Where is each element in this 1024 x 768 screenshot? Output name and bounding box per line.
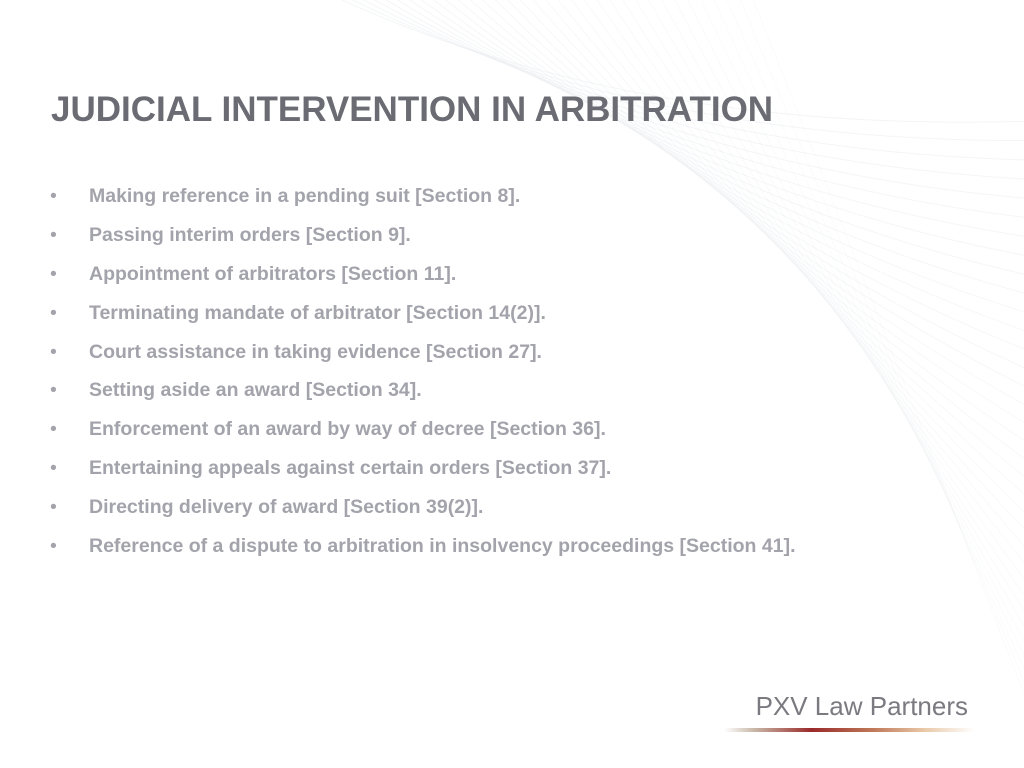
brand-logo <box>724 688 974 736</box>
list-item <box>50 533 880 559</box>
bullet-icon: • <box>50 496 57 519</box>
bullet-text: Passing interim orders [Section 9]. <box>89 223 411 246</box>
list-item <box>50 300 880 326</box>
list-item <box>50 183 880 209</box>
bullet-icon: • <box>50 418 57 441</box>
brand-underline <box>724 728 974 732</box>
list-item <box>50 416 880 442</box>
bullet-icon: • <box>50 457 57 480</box>
bullet-text: Directing delivery of award [Section 39(2)]. <box>89 496 484 519</box>
bullet-list <box>50 183 880 572</box>
list-item <box>50 261 880 287</box>
bullet-icon: • <box>50 379 57 402</box>
list-item <box>50 222 880 248</box>
bullet-text: Terminating mandate of arbitrator [Section 14(2)]. <box>89 301 546 324</box>
bullet-icon: • <box>50 262 57 285</box>
bullet-text: Entertaining appeals against certain orders [Section 37]. <box>89 457 612 480</box>
bullet-text: Enforcement of an award by way of decree [Section 36]. <box>89 418 606 441</box>
bullet-text: Reference of a dispute to arbitration in insolvency proceedings [Section 41]. <box>89 535 796 558</box>
list-item <box>50 494 880 520</box>
bullet-text: Court assistance in taking evidence [Section 27]. <box>89 340 542 363</box>
bullet-icon: • <box>50 223 57 246</box>
brand-name: PXV Law Partners <box>755 691 968 721</box>
bullet-icon: • <box>50 301 57 324</box>
bullet-icon: • <box>50 340 57 363</box>
bullet-text: Appointment of arbitrators [Section 11]. <box>89 262 457 285</box>
slide-title: JUDICIAL INTERVENTION IN ARBITRATION <box>51 90 774 129</box>
bullet-text: Setting aside an award [Section 34]. <box>89 379 422 402</box>
list-item <box>50 455 880 481</box>
bullet-icon: • <box>50 535 57 558</box>
list-item <box>50 339 880 365</box>
bullet-text: Making reference in a pending suit [Section 8]. <box>89 185 521 207</box>
list-item <box>50 377 880 403</box>
bullet-icon: • <box>50 185 57 207</box>
